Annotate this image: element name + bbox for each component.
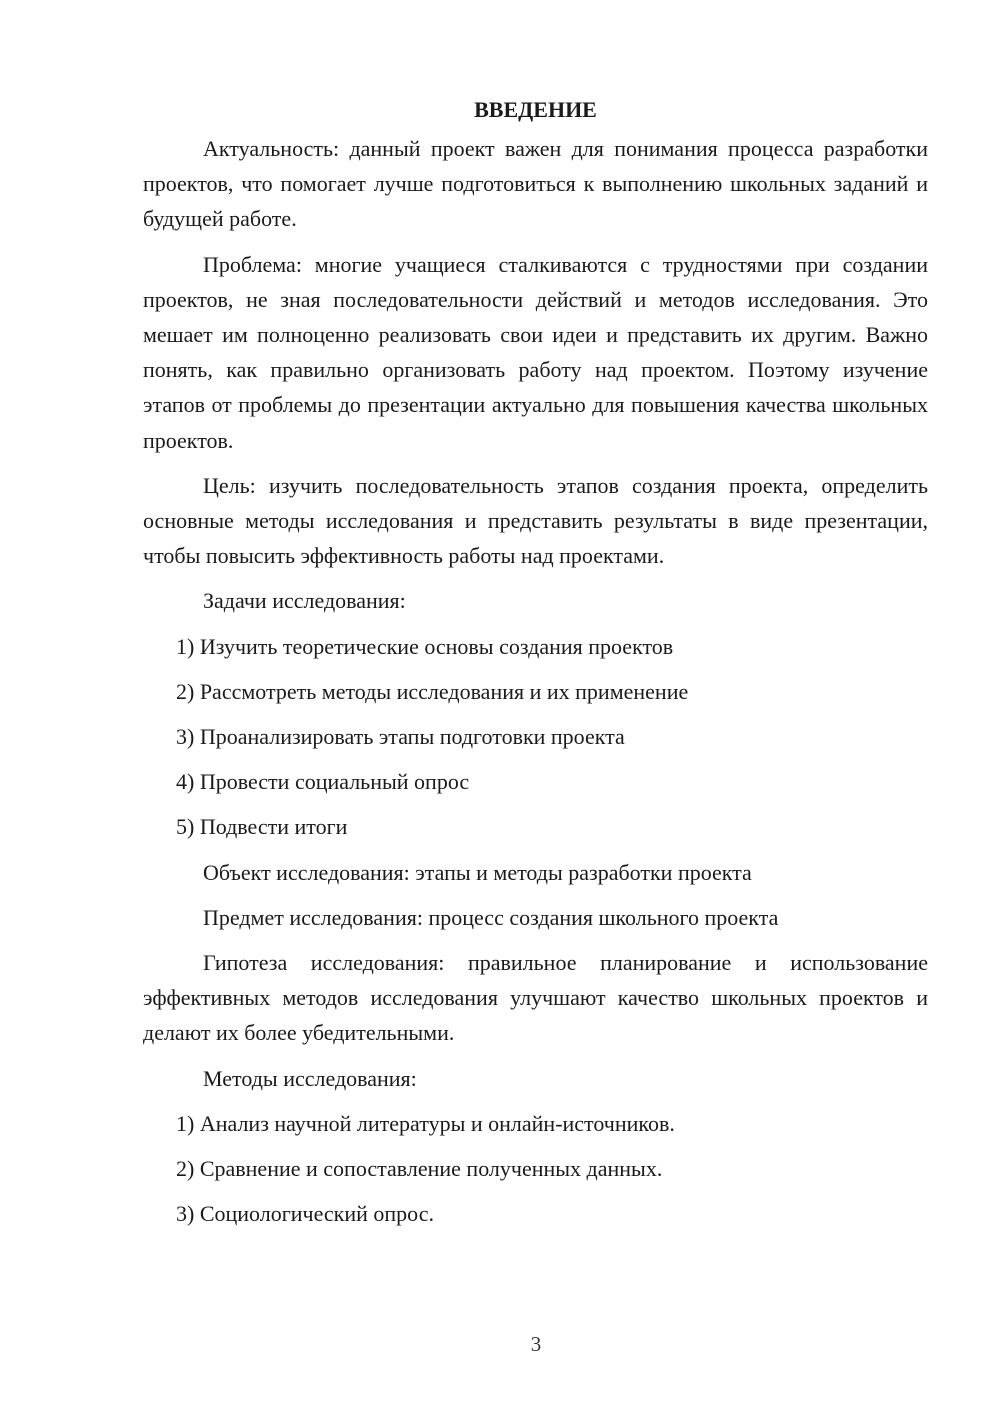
problem-paragraph: Проблема: многие учащиеся сталкиваются с трудностями при создании проектов, не зная последовательности действий и методов исследования. Это мешает им полноценно реализовать свои идеи и представить их другим. Важно понять, как правильно организовать работу над проектом. Поэтому изучение этапов от проблемы до презентации актуально для повышения качества школьных проектов.	[143, 251, 928, 453]
task-item: 2) Рассмотреть методы исследования и их применение	[176, 678, 689, 704]
section-heading: ВВЕДЕНИЕ	[474, 97, 597, 122]
page-number: 3	[530, 1332, 542, 1356]
relevance-paragraph: Актуальность: данный проект важен для понимания процесса разработки проектов, что помогает лучше подготовиться к выполнению школьных заданий и будущей работе.	[143, 136, 928, 232]
method-item: 3) Социологический опрос.	[176, 1201, 434, 1227]
task-item: 1) Изучить теоретические основы создания проектов	[176, 633, 674, 659]
method-item: 1) Анализ научной литературы и онлайн-источников.	[176, 1110, 675, 1136]
research-subject: Предмет исследования: процесс создания школьного проекта	[203, 904, 779, 930]
method-item: 2) Сравнение и сопоставление полученных данных.	[176, 1156, 663, 1182]
hypothesis-paragraph: Гипотеза исследования: правильное планирование и использование эффективных методов исследования улучшают качество школьных проектов и делают их более убедительными.	[143, 950, 928, 1046]
task-item: 3) Проанализировать этапы подготовки проекта	[176, 724, 625, 750]
tasks-title: Задачи исследования:	[203, 588, 406, 614]
document-page	[143, 92, 928, 1241]
research-object: Объект исследования: этапы и методы разработки проекта	[203, 859, 752, 885]
methods-title: Методы исследования:	[203, 1065, 417, 1091]
task-item: 4) Провести социальный опрос	[176, 769, 470, 795]
goal-paragraph: Цель: изучить последовательность этапов создания проекта, определить основные методы исследования и представить результаты в виде презентации, чтобы повысить эффективность работы над проектами.	[143, 472, 928, 569]
task-item: 5) Подвести итоги	[176, 814, 348, 840]
